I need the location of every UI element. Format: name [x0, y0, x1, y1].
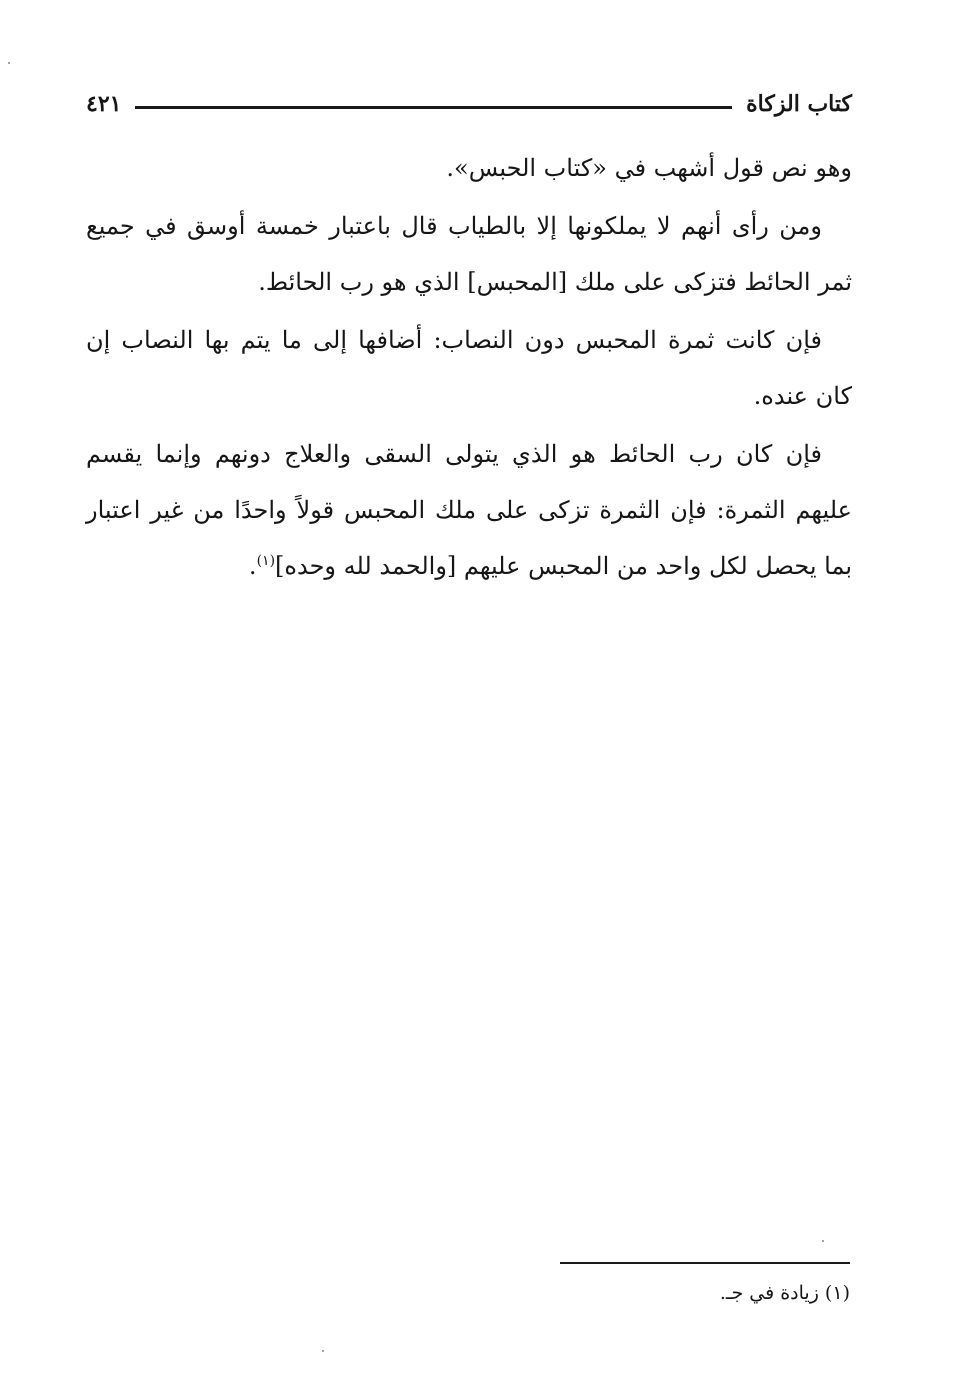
- footnote-separator: [560, 1262, 850, 1264]
- paragraph-text: وهو نص قول أشهب في «كتاب الحبس».: [446, 154, 852, 182]
- paragraph: [86, 198, 852, 310]
- scan-speck: [822, 1240, 824, 1242]
- scan-speck: [8, 62, 10, 64]
- paragraph-end-punct: .: [248, 552, 257, 580]
- paragraph: [86, 140, 852, 196]
- main-text: [86, 140, 852, 596]
- paragraph-text: فإن كان رب الحائط هو الذي يتولى السقى والعلاج دونهم وإنما يقسم عليهم الثمرة: فإن الثمرة تزكى على ملك المحبس قولاً واحدًا من غير اعتبار بما يحصل لكل واحد من المحبس عليهم [والحمد لله وحده]: [86, 440, 852, 580]
- running-header: [86, 86, 852, 122]
- paragraph-text: فإن كانت ثمرة المحبس دون النصاب: أضافها إلى ما يتم بها النصاب إن كان عنده.: [86, 326, 852, 410]
- footnote-text: (١) زيادة في جـ.: [719, 1282, 850, 1304]
- paragraph: [86, 426, 852, 594]
- page-number: ٤٢١: [86, 91, 122, 117]
- paragraph: [86, 312, 852, 424]
- scan-speck: [322, 1350, 324, 1352]
- header-rule: [135, 106, 732, 109]
- paragraph-text: ومن رأى أنهم لا يملكونها إلا بالطياب قال باعتبار خمسة أوسق في جميع ثمر الحائط فتزكى على ملك [المحبس] الذي هو رب الحائط.: [86, 212, 852, 296]
- footnote-reference[interactable]: (١): [256, 553, 276, 569]
- chapter-title: كتاب الزكاة: [746, 91, 852, 117]
- footnote: [560, 1278, 850, 1308]
